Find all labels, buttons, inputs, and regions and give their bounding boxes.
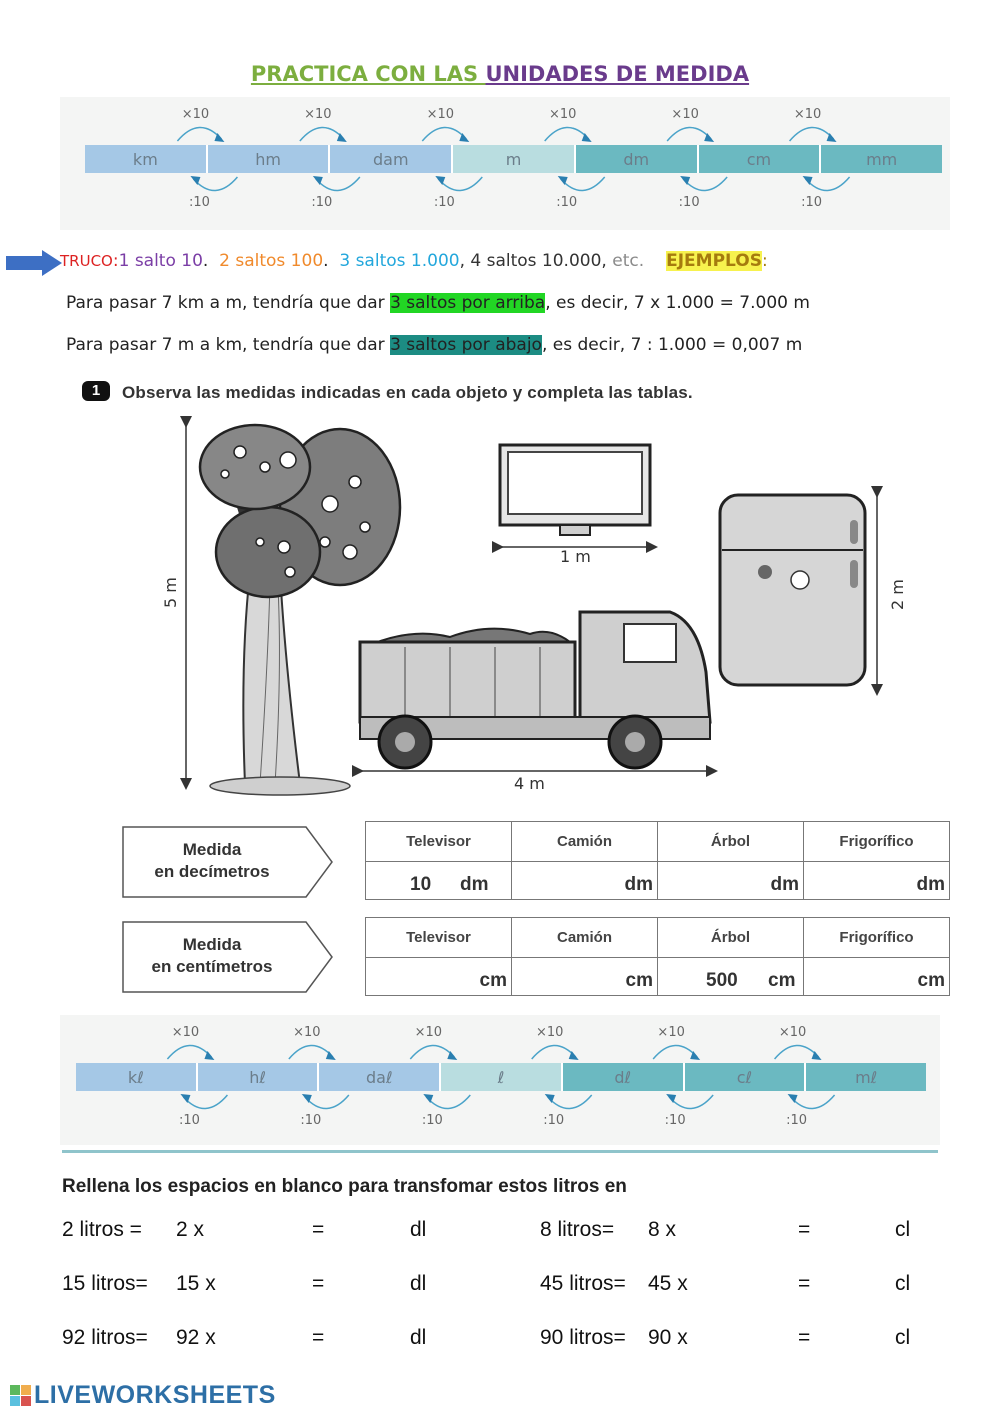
row-1-eq2: = [798, 1272, 811, 1295]
title-part-2: UNIDADES DE MEDIDA [485, 62, 750, 86]
divide-arrow [305, 1095, 349, 1109]
tree-dm-cell[interactable]: dm [658, 862, 804, 900]
fridge-dm-cell[interactable]: dm [804, 862, 950, 900]
divide-label: :10 [188, 195, 210, 210]
truck-dm-cell[interactable]: dm [512, 862, 658, 900]
row-0-eq: = [312, 1218, 325, 1241]
decimeters-table [365, 821, 950, 900]
row-0-c: 8 litros= [540, 1218, 615, 1241]
divide-arrow [183, 1095, 227, 1109]
multiply-label: ×10 [548, 107, 577, 122]
divide-label: :10 [433, 195, 455, 210]
divide-arrow [316, 177, 360, 191]
divide-arrow [683, 177, 727, 191]
row-0-b: 2 x [176, 1218, 205, 1241]
header-arbol: Árbol [658, 822, 804, 862]
multiply-label: ×10 [778, 1025, 807, 1040]
divide-label: :10 [421, 1113, 443, 1128]
row-1-unit: dl [410, 1272, 427, 1295]
row-1-c: 45 litros= [540, 1272, 626, 1295]
section-divider [62, 1150, 938, 1153]
multiply-arrow [667, 127, 711, 141]
length-unit-scale [60, 97, 950, 230]
tv-dm-cell[interactable]: 10 dm [366, 862, 512, 900]
multiply-label: ×10 [426, 107, 454, 122]
row-2-a: 92 litros= [62, 1326, 148, 1349]
unit-cell-2: daℓ [319, 1063, 441, 1091]
tree-cm-cell[interactable]: 500 cm [658, 958, 804, 996]
row-2-eq: = [312, 1326, 325, 1349]
row-1-a: 15 litros= [62, 1272, 148, 1295]
example-1: Para pasar 7 km a m, tendría que dar 3 saltos por arriba, es decir, 7 x 1.000 = 7.000 m [66, 293, 810, 313]
multiply-arrow [653, 1045, 697, 1059]
multiply-label: ×10 [414, 1025, 442, 1040]
divide-arrow [806, 177, 850, 191]
exercise-instruction: Observa las medidas indicadas en cada objeto y completa las tablas. [122, 383, 693, 402]
centimeters-tag: Medida en centímetros [122, 921, 334, 993]
truck-cm-cell[interactable]: cm [512, 958, 658, 996]
row-1-eq: = [312, 1272, 325, 1295]
row-0-d: 8 x [648, 1218, 677, 1241]
row-2-c: 90 litros= [540, 1326, 626, 1349]
fridge-drawing [720, 492, 907, 690]
header-arbol: Árbol [658, 918, 804, 958]
ejemplos-label: EJEMPLOS [666, 251, 762, 271]
unit-cell-0: kℓ [76, 1063, 198, 1091]
volume-unit-scale [60, 1015, 940, 1145]
unit-cell-1: hm [208, 145, 331, 173]
multiply-arrow [775, 1045, 819, 1059]
row-2-eq2: = [798, 1326, 811, 1349]
row-0-eq2: = [798, 1218, 811, 1241]
unit-cell-0: km [85, 145, 208, 173]
truck-drawing [358, 612, 712, 793]
unit-cell-6: mm [821, 145, 942, 173]
tree-cm-value: 500 [706, 970, 738, 991]
truco-step-1: 1 salto 10 [118, 251, 203, 271]
row-2-unit: dl [410, 1326, 427, 1349]
divide-label: :10 [300, 1113, 322, 1128]
row-1-d: 45 x [648, 1272, 688, 1295]
multiply-label: ×10 [671, 107, 699, 122]
unit-cell-1: hℓ [198, 1063, 320, 1091]
divide-arrow [426, 1095, 470, 1109]
header-camion: Camión [512, 918, 658, 958]
divide-label: :10 [786, 1113, 808, 1128]
header-televisor: Televisor [366, 822, 512, 862]
page-title [0, 62, 1000, 86]
unit-cell-4: dm [576, 145, 699, 173]
divide-arrow [548, 1095, 592, 1109]
divide-label: :10 [678, 195, 700, 210]
fill-in-instruction: Rellena los espacios en blanco para transfomar estos litros en [62, 1176, 627, 1197]
multiply-label: ×10 [535, 1025, 564, 1040]
multiply-arrow [177, 127, 221, 141]
tv-cm-cell[interactable]: cm [366, 958, 512, 996]
multiply-arrow [545, 127, 589, 141]
exercise-number-badge: 1 [82, 381, 110, 401]
header-camion: Camión [512, 822, 658, 862]
divide-label: :10 [664, 1113, 686, 1128]
multiply-arrow [167, 1045, 211, 1059]
row-0-a: 2 litros = [62, 1218, 142, 1241]
row-2-b: 92 x [176, 1326, 216, 1349]
truco-step-4: , 4 saltos 10.000, [459, 251, 607, 271]
row-1-b: 15 x [176, 1272, 216, 1295]
tv-dm-value: 10 [410, 874, 432, 895]
multiply-arrow [422, 127, 466, 141]
divide-label: :10 [311, 195, 333, 210]
header-frigorifico: Frigorífico [804, 822, 950, 862]
multiply-arrow [790, 127, 834, 141]
liveworksheets-logo-icon [10, 1385, 32, 1407]
divide-arrow [561, 177, 605, 191]
multiply-arrow [532, 1045, 576, 1059]
centimeters-table [365, 917, 950, 996]
truco-step-3: 3 saltos 1.000 [339, 251, 460, 271]
example-1-highlight: 3 saltos por arriba [390, 293, 546, 313]
decimeters-tag: Medida en decímetros [122, 826, 334, 898]
multiply-label: ×10 [304, 107, 332, 122]
truco-etc: etc. [612, 251, 645, 271]
unit-cell-6: mℓ [806, 1063, 926, 1091]
row-2-d: 90 x [648, 1326, 688, 1349]
multiply-label: ×10 [171, 1025, 200, 1040]
example-2: Para pasar 7 m a km, tendría que dar 3 saltos por abajo, es decir, 7 : 1.000 = 0,007 m [66, 335, 803, 355]
divide-label: :10 [178, 1113, 200, 1128]
divide-label: :10 [556, 195, 578, 210]
footer-brand [10, 1381, 276, 1410]
truco-line: TRUCO:1 salto 10. 2 saltos 100. 3 saltos 1.000, 4 saltos 10.000, etc. EJEMPLOS: [60, 251, 768, 271]
fridge-measure: 2 m [888, 579, 907, 610]
unit-cell-5: cℓ [685, 1063, 807, 1091]
divide-arrow [791, 1095, 835, 1109]
header-frigorifico: Frigorífico [804, 918, 950, 958]
header-televisor: Televisor [366, 918, 512, 958]
multiply-arrow [289, 1045, 333, 1059]
truco-step-2: 2 saltos 100 [219, 251, 324, 271]
tv-measure: 1 m [560, 547, 591, 566]
unit-cell-4: dℓ [563, 1063, 685, 1091]
row-0-unit2: cl [895, 1218, 911, 1241]
multiply-label: ×10 [181, 107, 210, 122]
multiply-arrow [410, 1045, 454, 1059]
divide-arrow [669, 1095, 713, 1109]
divide-arrow [438, 177, 482, 191]
row-2-unit2: cl [895, 1326, 911, 1349]
brand-name: LIVEWORKSHEETS [34, 1381, 276, 1409]
row-0-unit: dl [410, 1218, 427, 1241]
unit-cell-3: ℓ [441, 1063, 563, 1091]
title-part-1: PRACTICA CON LAS [250, 62, 486, 86]
fridge-cm-cell[interactable]: cm [804, 958, 950, 996]
truck-measure: 4 m [514, 774, 545, 793]
unit-cell-5: cm [699, 145, 822, 173]
tree-measure: 5 m [161, 577, 180, 608]
multiply-label: ×10 [793, 107, 822, 122]
multiply-label: ×10 [293, 1025, 321, 1040]
example-2-highlight: 3 saltos por abajo [390, 335, 542, 355]
objects-illustration [150, 412, 930, 797]
unit-cell-2: dam [330, 145, 453, 173]
arrow-right-icon [6, 250, 62, 276]
truco-label: TRUCO [60, 252, 113, 270]
multiply-arrow [300, 127, 344, 141]
divide-arrow [193, 177, 237, 191]
divide-label: :10 [543, 1113, 565, 1128]
unit-cell-3: m [453, 145, 576, 173]
tv-drawing [498, 445, 652, 566]
multiply-label: ×10 [657, 1025, 685, 1040]
row-1-unit2: cl [895, 1272, 911, 1295]
divide-label: :10 [801, 195, 823, 210]
